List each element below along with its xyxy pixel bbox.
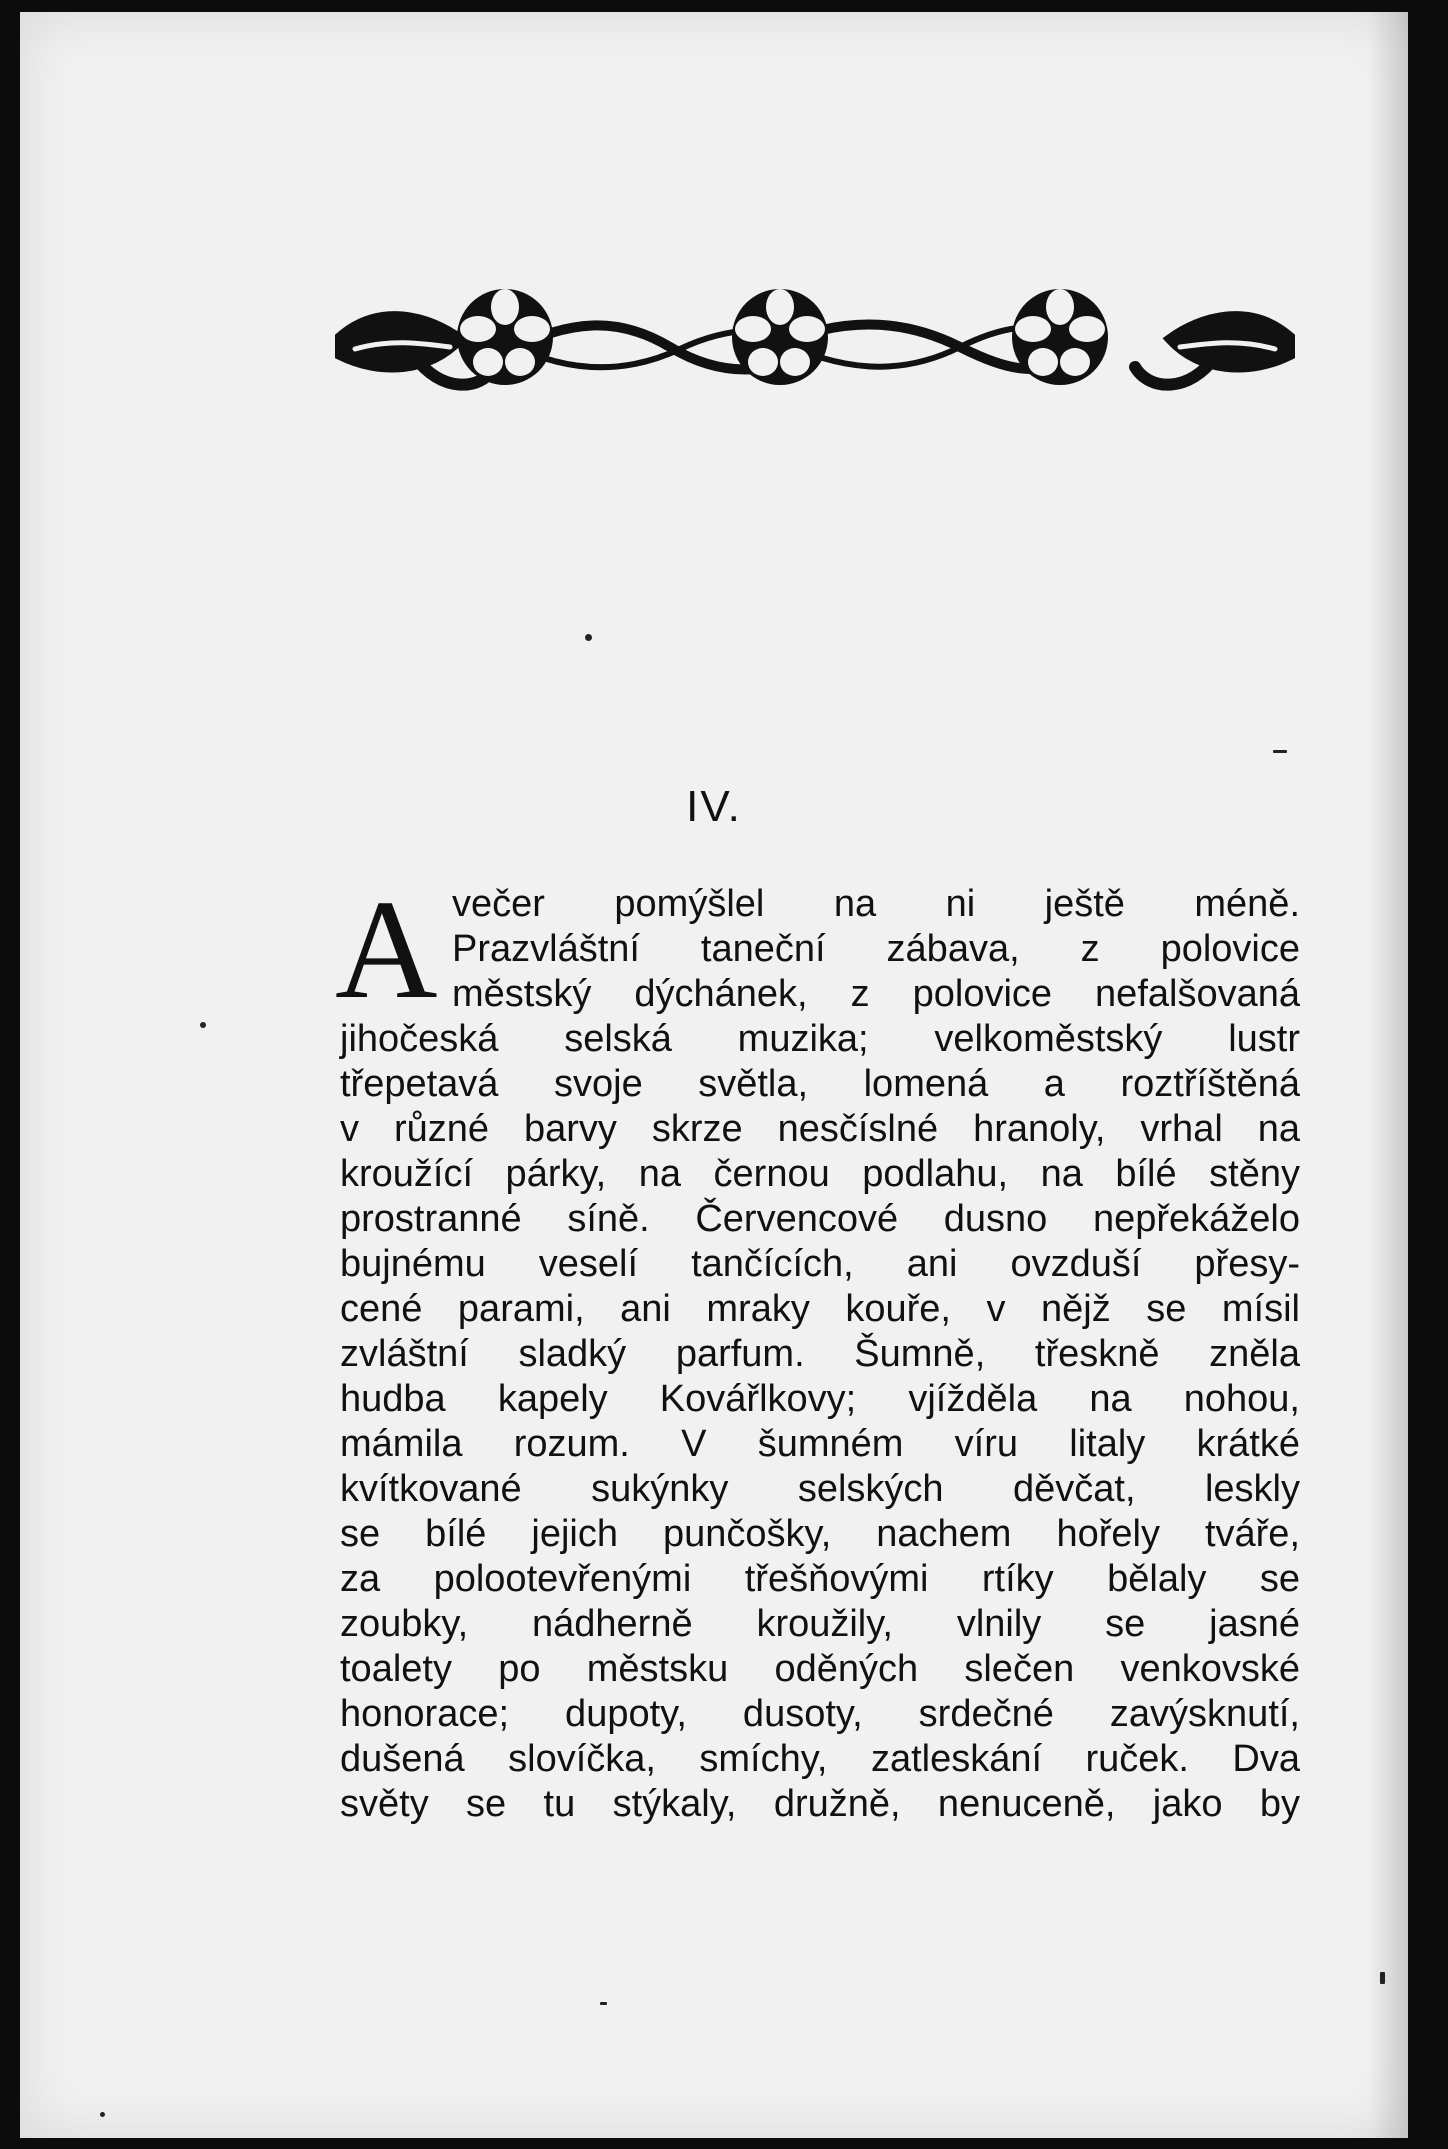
page-edge-shadow <box>1368 12 1408 2138</box>
text-line: mámila rozum. V šumném víru litaly krátké <box>340 1423 1300 1465</box>
scan-speck <box>1273 750 1287 753</box>
text-line: světy se tu stýkaly, družně, nenuceně, jako by <box>340 1783 1300 1825</box>
scan-speck <box>600 2002 607 2005</box>
scan-speck <box>200 1022 206 1028</box>
scan-speck <box>585 634 592 641</box>
text-line: kvítkované sukýnky selských děvčat, leskly <box>340 1468 1300 1510</box>
text-line: Prazvláštní taneční zábava, z polovice <box>452 928 1300 970</box>
text-line: se bílé jejich punčošky, nachem hořely tváře, <box>340 1513 1300 1555</box>
text-line: třepetavá svoje světla, lomená a roztříštěná <box>340 1063 1300 1105</box>
text-line: za polootevřenými třešňovými rtíky bělaly se <box>340 1558 1300 1600</box>
text-line: jihočeská selská muzika; velkoměstský lustr <box>340 1018 1300 1060</box>
scan-speck <box>100 2112 105 2117</box>
scan-speck <box>1380 1972 1385 1984</box>
text-line: toalety po městsku oděných slečen venkovské <box>340 1648 1300 1690</box>
text-line: dušená slovíčka, smíchy, zatleskání ruček. Dva <box>340 1738 1300 1780</box>
text-line: prostranné síně. Červencové dusno nepřekáželo <box>340 1198 1300 1240</box>
text-line: zoubky, nádherně kroužily, vlnily se jasné <box>340 1603 1300 1645</box>
drop-cap: A <box>335 870 438 1028</box>
text-line: večer pomýšlel na ni ještě méně. <box>452 883 1300 925</box>
text-line: hudba kapely Kovářlkovy; vjížděla na nohou, <box>340 1378 1300 1420</box>
text-line: honorace; dupoty, dusoty, srdečné zavýsknutí, <box>340 1693 1300 1735</box>
text-line: bujnému veselí tančících, ani ovzduší přesy- <box>340 1243 1300 1285</box>
chapter-heading: IV. <box>686 782 742 831</box>
text-line: kroužící párky, na černou podlahu, na bílé stěny <box>340 1153 1300 1195</box>
floral-ornament-header <box>320 277 1310 412</box>
book-page <box>20 12 1408 2138</box>
text-line: v různé barvy skrze nesčíslné hranoly, vrhal na <box>340 1108 1300 1150</box>
text-line: cené parami, ani mraky kouře, v nějž se mísil <box>340 1288 1300 1330</box>
text-line: zvláštní sladký parfum. Šumně, třeskně zněla <box>340 1333 1300 1375</box>
text-line: městský dýchánek, z polovice nefalšovaná <box>452 973 1300 1015</box>
body-text <box>335 870 1300 1827</box>
